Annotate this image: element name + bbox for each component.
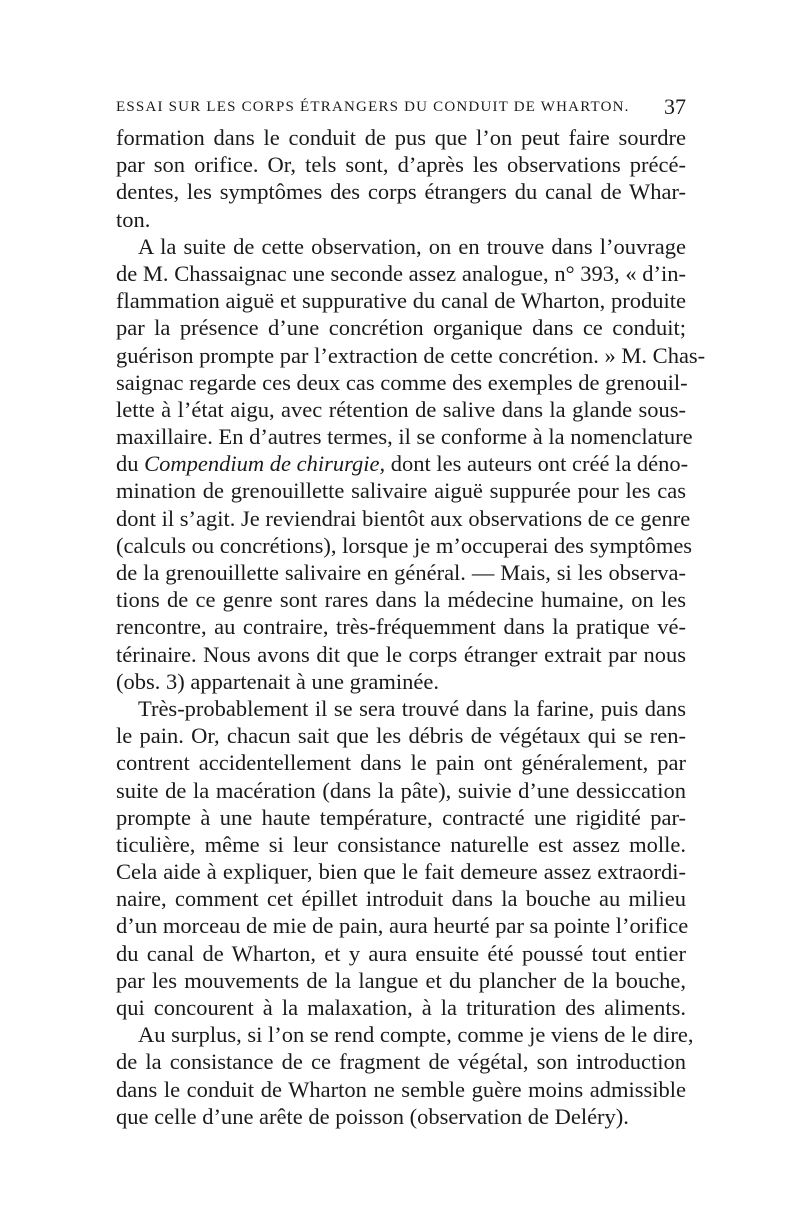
text-line: dans le conduit de Wharton ne semble guère moins admissible: [116, 1076, 686, 1102]
text-segment: du: [116, 451, 145, 477]
text-line: térinaire. Nous avons dit que le corps étranger extrait par nous: [116, 641, 686, 667]
text-line: Cela aide à expliquer, bien que le fait demeure assez extraordi-: [116, 859, 686, 885]
text-line: suite de la macération (dans la pâte), suivie d’une dessiccation: [116, 777, 686, 803]
body-text: [116, 124, 706, 1130]
text-segment: dont les auteurs ont créé la déno-: [385, 451, 689, 477]
text-line: rencontre, au contraire, très-fréquemment dans la pratique vé-: [116, 614, 686, 640]
text-line: dentes, les symptômes des corps étrangers du canal de Whar-: [116, 179, 686, 205]
running-header: [116, 94, 686, 120]
text-line: A la suite de cette observation, on en trouve dans l’ouvrage: [138, 233, 686, 259]
text-line: (calculs ou concrétions), lorsque je m’occuperai des symptômes: [116, 532, 693, 558]
text-line: prompte à une haute température, contracté une rigidité par-: [116, 804, 686, 830]
text-line: de M. Chassaignac une seconde assez analogue, n° 393, « d’in-: [116, 260, 686, 286]
text-line: par la présence d’une concrétion organique dans ce conduit;: [116, 315, 686, 341]
text-line: dont il s’agit. Je reviendrai bientôt aux observations de ce genre: [116, 505, 691, 531]
text-line: ticulière, même si leur consistance naturelle est assez molle.: [116, 831, 686, 857]
text-line: qui concourent à la malaxation, à la trituration des aliments.: [116, 995, 686, 1020]
text-line: mination de grenouillette salivaire aiguë suppurée pour les cas: [116, 478, 686, 504]
text-line: d’un morceau de mie de pain, aura heurté par sa pointe l’orifice: [116, 913, 689, 939]
text-line: ton.: [116, 206, 151, 232]
text-line-with-italic: [116, 450, 689, 477]
text-line: Au surplus, si l’on se rend compte, comme je viens de le dire,: [138, 1022, 694, 1048]
text-line: du canal de Wharton, et y aura ensuite été poussé tout entier: [116, 940, 686, 966]
text-line: naire, comment cet épillet introduit dans la bouche au milieu: [116, 886, 686, 912]
text-line: de la consistance de ce fragment de végétal, son introduction: [116, 1049, 686, 1075]
text-line: formation dans le conduit de pus que l’on peut faire sourdre: [116, 125, 686, 150]
running-title: ESSAI SUR LES CORPS ÉTRANGERS DU CONDUIT DE WHARTON.: [116, 99, 630, 115]
text-line: par son orifice. Or, tels sont, d’après les observations précé-: [116, 152, 686, 178]
text-line: (obs. 3) appartenait à une graminée.: [116, 668, 439, 694]
text-line: de la grenouillette salivaire en général. — Mais, si les observa-: [116, 560, 686, 585]
text-line: maxillaire. En d’autres termes, il se conforme à la nomenclature: [116, 424, 693, 450]
text-line: par les mouvements de la langue et du plancher de la bouche,: [116, 967, 686, 993]
text-line: tions de ce genre sont rares dans la médecine humaine, on les: [116, 587, 686, 613]
text-line: flammation aiguë et suppurative du canal de Wharton, produite: [116, 288, 686, 314]
text-line: contrent accidentellement dans le pain ont généralement, par: [116, 750, 686, 776]
text-line: lette à l’état aigu, avec rétention de salive dans la glande sous-: [116, 396, 686, 422]
text-line: saignac regarde ces deux cas comme des exemples de grenouil-: [116, 369, 688, 395]
text-line: que celle d’une arête de poisson (observation de Deléry).: [116, 1103, 629, 1129]
text-line: le pain. Or, chacun sait que les débris de végétaux qui se ren-: [116, 723, 686, 749]
italic-title-compendium: Compendium de chirurgie,: [144, 451, 386, 477]
text-line: Très-probablement il se sera trouvé dans la farine, puis dans: [138, 695, 686, 721]
page-number: 37: [664, 94, 686, 119]
text-line: guérison prompte par l’extraction de cette concrétion. » M. Chas-: [116, 342, 706, 368]
